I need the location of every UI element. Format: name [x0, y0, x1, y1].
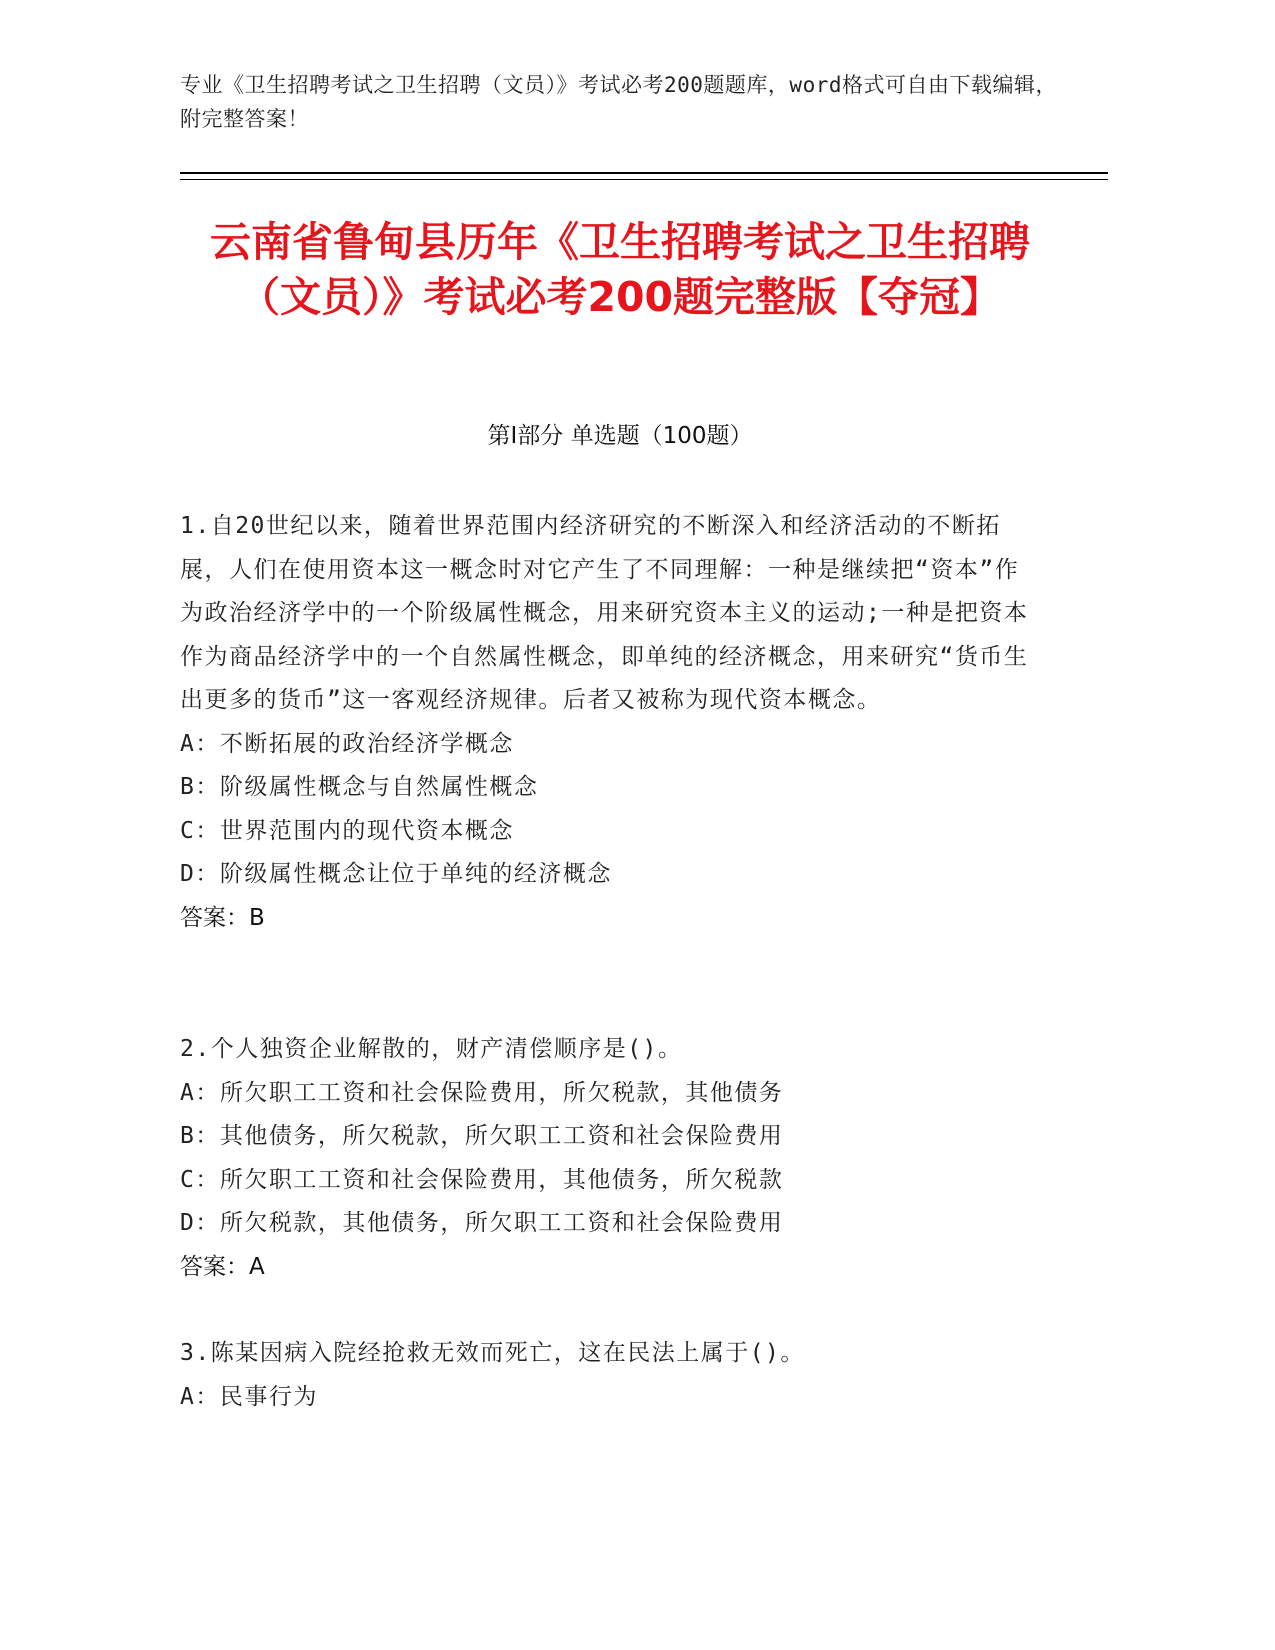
- document-title: 云南省鲁甸县历年《卫生招聘考试之卫生招聘（文员）》考试必考200题完整版【夺冠】: [210, 218, 1030, 321]
- option-b: B：阶级属性概念与自然属性概念: [180, 774, 539, 800]
- option-a: A：所欠职工工资和社会保险费用，所欠税款，其他债务: [180, 1079, 784, 1106]
- answer: 答案：A: [180, 1253, 265, 1280]
- option-b: B：其他债务，所欠税款，所欠职工工资和社会保险费用: [180, 1123, 784, 1149]
- question-stem: 1.自20世纪以来，随着世界范围内经济研究的不断深入和经济活动的不断拓展，人们在使用资本这一概念时对它产生了不同理解：一种是继续把“资本”作为政治经济学中的一个阶级属性概念，用来研究资本主义的运动;一种是把资本作为商品经济学中的一个自然属性概念，即单纯的经济概念，用来研究“货币生出更多的货币”这一客观经济规律。后者又被称为现代资本概念。: [180, 513, 1029, 713]
- option-d: D：所欠税款，其他债务，所欠职工工资和社会保险费用: [180, 1210, 784, 1236]
- option-a: A：民事行为: [180, 1383, 318, 1410]
- section-title: 第Ⅰ部分 单选题（100题）: [487, 423, 753, 449]
- answer: 答案：B: [180, 904, 265, 931]
- header-divider-thin: [180, 179, 1108, 180]
- option-a: A：不断拓展的政治经济学概念: [180, 730, 514, 757]
- question-2: [180, 1028, 1040, 1289]
- question-stem: 3.陈某因病入院经抢救无效而死亡，这在民法上属于()。: [180, 1340, 805, 1366]
- header-divider-thick: [180, 172, 1108, 174]
- option-c: C：世界范围内的现代资本概念: [180, 817, 514, 844]
- question-1: [180, 505, 1040, 940]
- option-d: D：阶级属性概念让位于单纯的经济概念: [180, 861, 612, 887]
- question-stem: 2.个人独资企业解散的，财产清偿顺序是()。: [180, 1036, 683, 1062]
- option-c: C：所欠职工工资和社会保险费用，其他债务，所欠税款: [180, 1166, 784, 1193]
- question-3: [180, 1332, 1040, 1419]
- header-note: 专业《卫生招聘考试之卫生招聘（文员）》考试必考200题题库，word格式可自由下载编辑，附完整答案！: [180, 73, 1057, 131]
